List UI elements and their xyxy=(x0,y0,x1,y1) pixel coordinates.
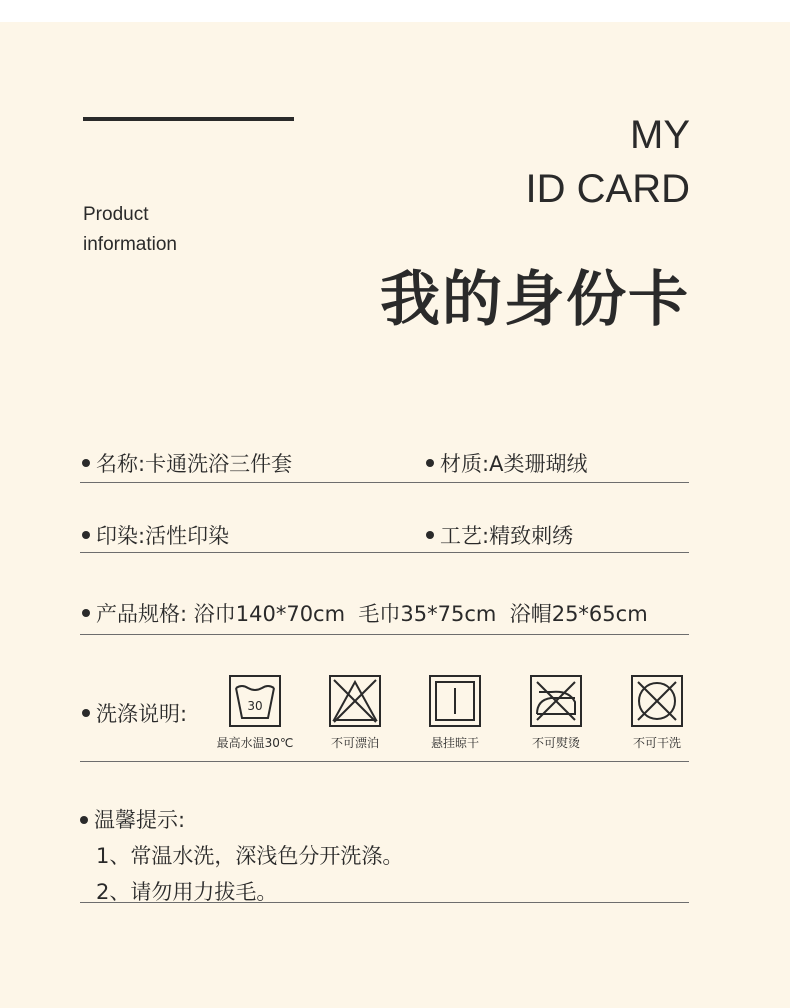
row-print-craft xyxy=(80,502,689,553)
title-cn: 我的身份卡 xyxy=(380,265,690,335)
care-item-no-dry-clean xyxy=(612,674,702,751)
no-bleach-icon xyxy=(328,674,382,728)
bullet-icon xyxy=(426,459,434,467)
spec-cell xyxy=(82,598,648,628)
tips-title-text: 温馨提示: xyxy=(94,808,186,832)
title-en-line-2: ID CARD xyxy=(525,167,690,211)
spec-text: 产品规格: 浴巾140*70cm 毛巾35*75cm 浴帽25*65cm xyxy=(96,602,648,626)
product-info-card xyxy=(0,22,790,1008)
bullet-icon xyxy=(80,816,88,824)
care-caption: 不可干洗 xyxy=(632,736,681,750)
name-cell xyxy=(82,448,292,478)
name-text: 名称:卡通洗浴三件套 xyxy=(96,452,293,476)
wash-temp: 30 xyxy=(247,699,263,713)
craft-text: 工艺:精致刺绣 xyxy=(440,524,574,548)
material-cell xyxy=(426,448,587,478)
tips-section xyxy=(80,802,689,910)
bullet-icon xyxy=(426,531,434,539)
care-caption: 不可熨烫 xyxy=(531,736,580,750)
material-text: 材质:A类珊瑚绒 xyxy=(440,452,588,476)
subtitle-line-1: Product xyxy=(83,204,149,225)
care-caption: 不可漂泊 xyxy=(330,736,379,750)
bullet-icon xyxy=(82,709,90,717)
bullet-icon xyxy=(82,531,90,539)
no-iron-icon xyxy=(529,674,583,728)
subtitle-line-2: information xyxy=(83,234,177,255)
top-rule xyxy=(83,117,294,121)
tip-line-2: 2、请勿用力拔毛。 xyxy=(96,880,278,904)
craft-cell xyxy=(426,520,573,550)
care-item-no-bleach xyxy=(310,674,400,751)
tips-divider xyxy=(80,902,689,903)
hang-dry-icon xyxy=(428,674,482,728)
care-item-hang-dry xyxy=(410,674,500,751)
wash-30-icon xyxy=(228,674,282,728)
care-item-wash-30 xyxy=(210,674,300,751)
row-name-material xyxy=(80,434,689,483)
row-spec xyxy=(80,572,689,635)
care-caption: 最高水温30℃ xyxy=(216,736,294,750)
care-caption: 悬挂晾干 xyxy=(430,736,479,750)
tips-title xyxy=(80,802,689,838)
bullet-icon xyxy=(82,609,90,617)
no-dry-clean-icon xyxy=(630,674,684,728)
print-text: 印染:活性印染 xyxy=(96,524,230,548)
tip-line-1: 1、常温水洗，深浅色分开洗涤。 xyxy=(96,844,404,868)
title-en xyxy=(526,108,690,216)
title-en-line-1: MY xyxy=(630,113,690,157)
care-item-no-iron xyxy=(511,674,601,751)
bullet-icon xyxy=(82,459,90,467)
print-cell xyxy=(82,520,229,550)
subtitle-en xyxy=(83,200,177,260)
row-care xyxy=(80,656,689,762)
care-label-cell xyxy=(82,698,187,728)
care-label: 洗涤说明: xyxy=(96,702,188,726)
